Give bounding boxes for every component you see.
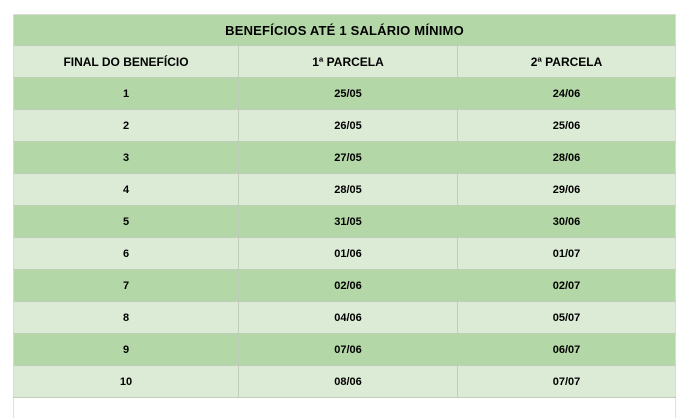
column-header-row xyxy=(14,46,676,78)
table-row xyxy=(14,78,676,110)
cell-parcela-1: 04/06 xyxy=(239,302,458,334)
cell-parcela-1: 02/06 xyxy=(239,270,458,302)
cell-parcela-1: 07/06 xyxy=(239,334,458,366)
cell-final-do-beneficio: 3 xyxy=(14,142,239,174)
table-row xyxy=(14,110,676,142)
cell-parcela-2: 30/06 xyxy=(458,206,676,238)
table-title: BENEFÍCIOS ATÉ 1 SALÁRIO MÍNIMO xyxy=(14,15,676,46)
table-title-row xyxy=(14,15,676,46)
table-row xyxy=(14,270,676,302)
cell-parcela-2: 28/06 xyxy=(458,142,676,174)
table-row xyxy=(14,206,676,238)
benefits-table xyxy=(13,14,676,418)
cell-final-do-beneficio: 10 xyxy=(14,366,239,398)
cell-parcela-2: 24/06 xyxy=(458,78,676,110)
empty-partial-row xyxy=(14,398,676,418)
cell-parcela-1: 25/05 xyxy=(239,78,458,110)
cell-parcela-2: 07/07 xyxy=(458,366,676,398)
cell-parcela-2: 29/06 xyxy=(458,174,676,206)
cell-parcela-1: 27/05 xyxy=(239,142,458,174)
table-row xyxy=(14,238,676,270)
cell-parcela-2: 06/07 xyxy=(458,334,676,366)
table-row xyxy=(14,302,676,334)
col-header-2a-parcela: 2ª PARCELA xyxy=(458,46,676,78)
col-header-1a-parcela: 1ª PARCELA xyxy=(239,46,458,78)
cell-final-do-beneficio: 1 xyxy=(14,78,239,110)
cell-parcela-1: 01/06 xyxy=(239,238,458,270)
cell-parcela-2: 01/07 xyxy=(458,238,676,270)
cell-final-do-beneficio: 9 xyxy=(14,334,239,366)
col-header-final-do-beneficio: FINAL DO BENEFÍCIO xyxy=(14,46,239,78)
cell-parcela-1: 31/05 xyxy=(239,206,458,238)
empty-cell xyxy=(14,398,676,418)
cell-parcela-1: 08/06 xyxy=(239,366,458,398)
cell-final-do-beneficio: 7 xyxy=(14,270,239,302)
cell-parcela-2: 25/06 xyxy=(458,110,676,142)
cell-parcela-2: 02/07 xyxy=(458,270,676,302)
cell-final-do-beneficio: 6 xyxy=(14,238,239,270)
table-row xyxy=(14,366,676,398)
cell-final-do-beneficio: 2 xyxy=(14,110,239,142)
cell-parcela-2: 05/07 xyxy=(458,302,676,334)
table-row xyxy=(14,334,676,366)
table-row xyxy=(14,174,676,206)
cell-parcela-1: 26/05 xyxy=(239,110,458,142)
cell-final-do-beneficio: 4 xyxy=(14,174,239,206)
cell-final-do-beneficio: 5 xyxy=(14,206,239,238)
table-row xyxy=(14,142,676,174)
cell-parcela-1: 28/05 xyxy=(239,174,458,206)
cell-final-do-beneficio: 8 xyxy=(14,302,239,334)
